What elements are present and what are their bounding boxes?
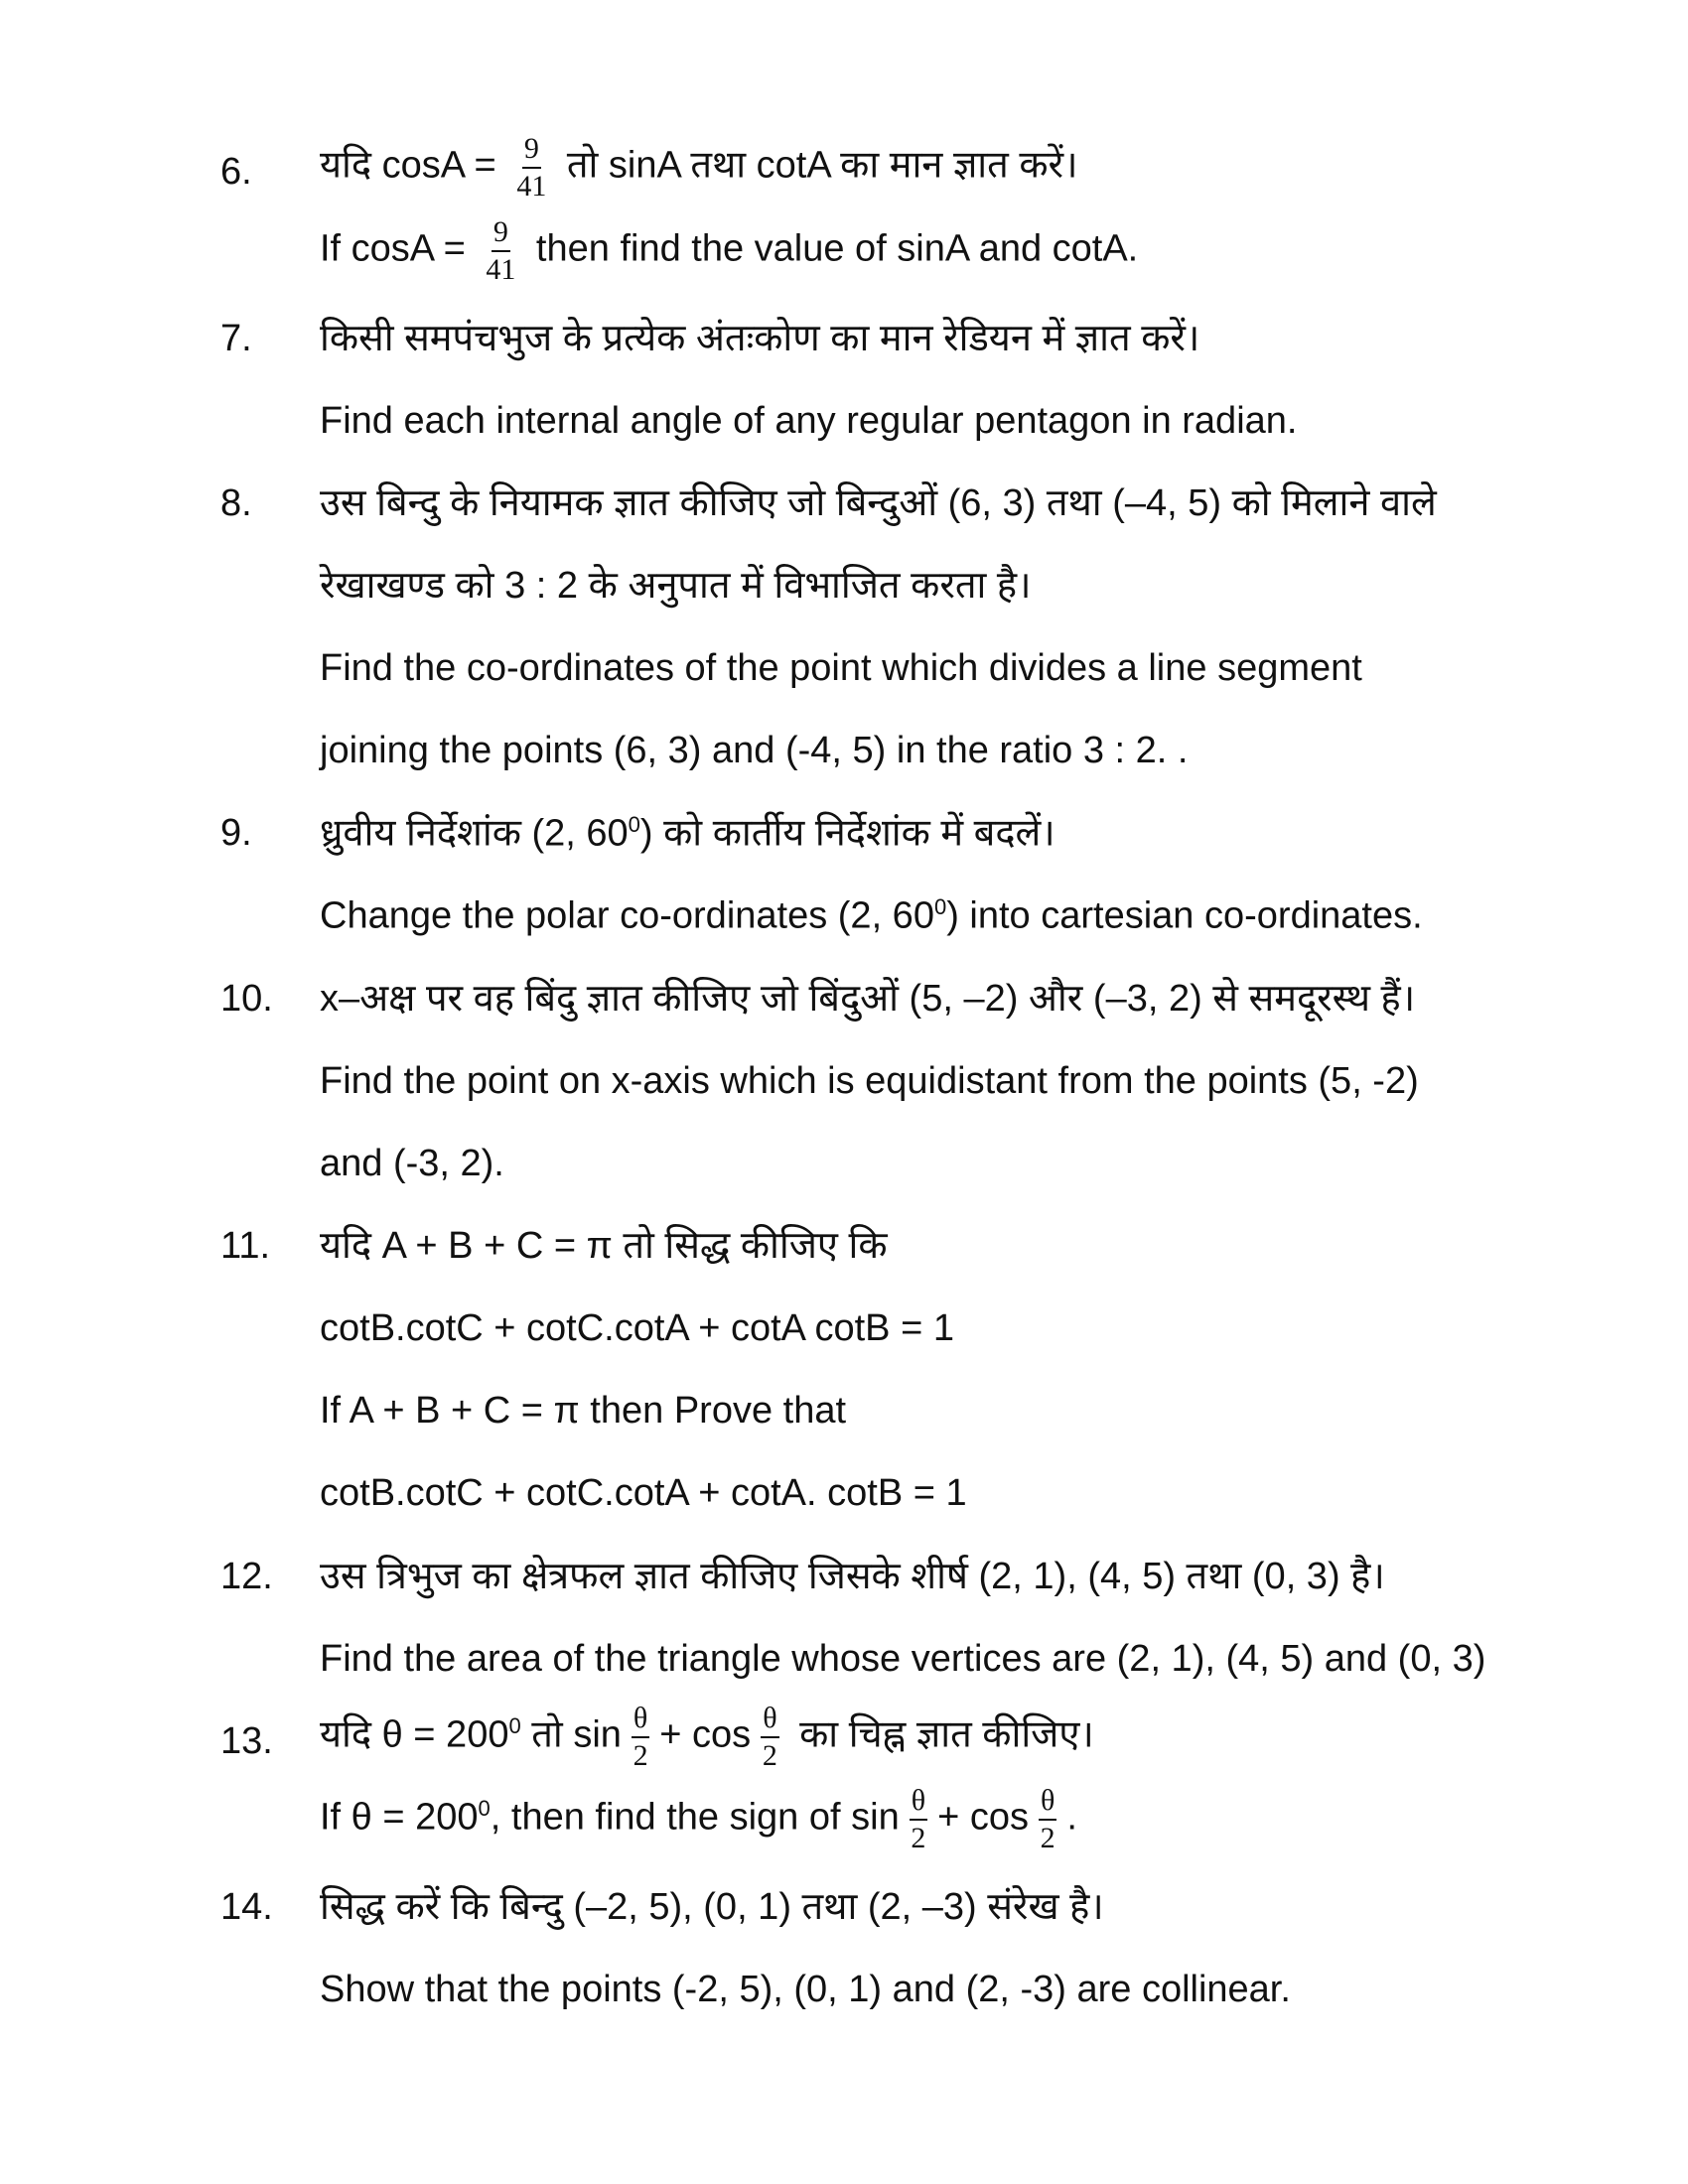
question-14-hindi: सिद्ध करें कि बिन्दु (–2, 5), (0, 1) तथा (2, –3) संरेख है। [320,1886,1104,1928]
question-11-hindi: यदि A + B + C = π तो सिद्ध कीजिए कि [320,1225,888,1267]
question-11-equation-1: cotB.cotC + cotC.cotA + cotA cotB = 1 [320,1307,954,1349]
q6-english-part-a: If cosA = [320,227,477,270]
question-number-12: 12. [220,1556,273,1597]
question-10-hindi: x–अक्ष पर वह बिंदु ज्ञात कीजिए जो बिंदुओं (5, –2) और (–3, 2) से समदूरस्थ हैं। [320,978,1416,1020]
q6-english-part-b: then find the value of sinA and cotA. [525,227,1139,270]
question-12-english: Find the area of the triangle whose vertices are (2, 1), (4, 5) and (0, 3) [320,1638,1486,1680]
question-number-9: 9. [220,812,252,854]
question-10-english-line-2: and (-3, 2). [320,1143,504,1184]
question-6-hindi [320,133,1078,202]
question-13-english: If $\theta = 200^0$, then find the sign of sin $\frac{\theta}{2}$ + cos $\frac{\theta}{2}$ . [320,1784,1077,1854]
question-6-english [320,216,1138,285]
question-7-english: Find each internal angle of any regular pentagon in radian. [320,400,1298,442]
question-11-equation-2: cotB.cotC + cotC.cotA + cotA. cotB = 1 [320,1472,967,1514]
question-number-13: 13. [220,1720,273,1762]
question-number-11: 11. [220,1225,271,1267]
question-8-english-line-1: Find the co-ordinates of the point which divides a line segment [320,647,1362,689]
question-9-english: Change the polar co-ordinates (2, $60^0$) into cartesian co-ordinates. [320,894,1423,937]
question-number-6: 6. [220,151,252,193]
question-8-english-line-2: joining the points (6, 3) and (-4, 5) in the ratio 3 : 2. . [320,730,1189,771]
question-8-hindi-line-1: उस बिन्दु के नियामक ज्ञात कीजिए जो बिन्दुओं (6, 3) तथा (–4, 5) को मिलाने वाले [320,482,1437,524]
fraction-theta-over-2: $\frac{\theta}{2}$ [762,1702,777,1772]
question-11-english: If A + B + C = π then Prove that [320,1390,847,1432]
q6-hindi-part-b: तो sinA तथा cotA का मान ज्ञात करें। [556,144,1078,187]
fraction-theta-over-2: $\frac{\theta}{2}$ [633,1702,648,1772]
fraction-theta-over-2: $\frac{\theta}{2}$ [1040,1784,1055,1854]
fraction-9-41: $\frac{9}{41}$ [516,132,547,203]
question-number-7: 7. [220,318,252,359]
question-14-english: Show that the points (-2, 5), (0, 1) and (2, -3) are collinear. [320,1969,1291,2010]
question-8-hindi-line-2: रेखाखण्ड को 3 : 2 के अनुपात में विभाजित करता है। [320,565,1032,607]
question-7-hindi: किसी समपंचभुज के प्रत्येक अंतःकोण का मान रेडियन में ज्ञात करें। [320,318,1200,359]
question-9-hindi: ध्रुवीय निर्देशांक (2, $60^0$) को कार्तीय निर्देशांक में बदलें। [320,812,1055,855]
question-number-10: 10. [220,978,273,1020]
fraction-theta-over-2: $\frac{\theta}{2}$ [911,1784,926,1854]
question-number-14: 14. [220,1886,273,1928]
question-number-8: 8. [220,482,252,524]
question-13-hindi: यदि $\theta = 200^0$ तो sin $\frac{\theta}{2}$ + cos $\frac{\theta}{2}$ का चिह्न ज्ञात कीजिए। [320,1702,1094,1772]
q6-hindi-part-a: यदि cosA = [320,144,507,187]
fraction-9-41: $\frac{9}{41}$ [486,215,516,286]
question-12-hindi: उस त्रिभुज का क्षेत्रफल ज्ञात कीजिए जिसके शीर्ष (2, 1), (4, 5) तथा (0, 3) है। [320,1556,1385,1597]
question-10-english-line-1: Find the point on x-axis which is equidistant from the points (5, -2) [320,1060,1419,1102]
